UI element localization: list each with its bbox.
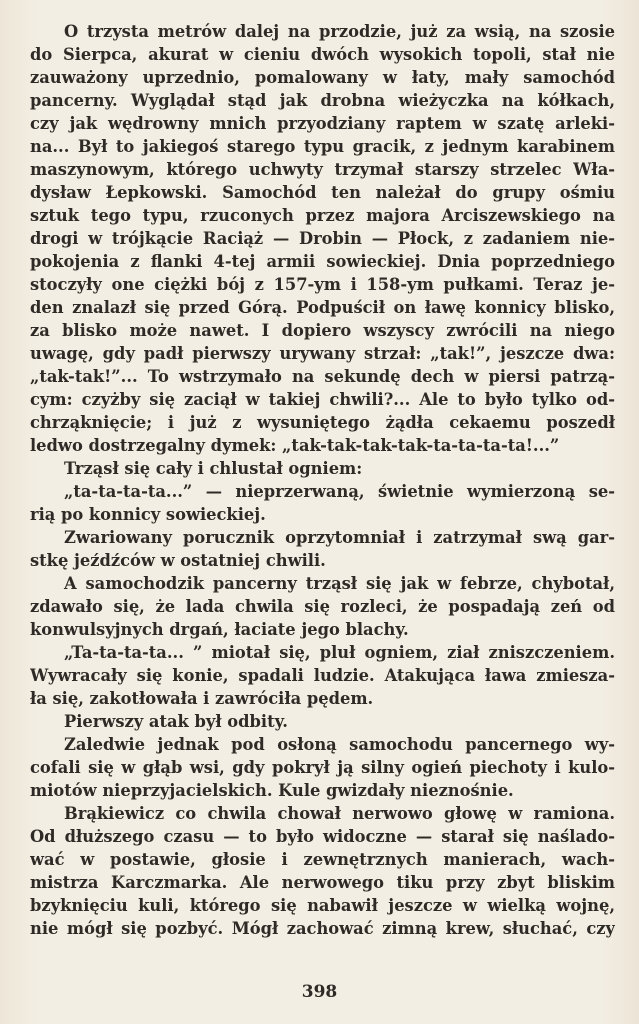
text-line: konwulsyjnych drgań, łaciate jego blachy. bbox=[30, 620, 409, 639]
text-line: cym: czyżby się zaciął w takiej chwili?... Ale to było tylko od- bbox=[30, 390, 615, 409]
text-line: „ta-ta-ta-ta...” — nieprzerwaną, świetnie wymierzoną se- bbox=[64, 482, 615, 501]
text-line: stoczyły one ciężki bój z 157-ym i 158-ym pułkami. Teraz je- bbox=[30, 275, 615, 294]
text-line: dysław Łepkowski. Samochód ten należał do grupy ośmiu bbox=[30, 183, 615, 202]
text-line: mistrza Karczmarka. Ale nerwowego tiku przy zbyt bliskim bbox=[30, 873, 615, 892]
text-line: chrząknięcie; i już z wysuniętego żądła cekaemu poszedł bbox=[30, 413, 615, 432]
text-line: nie mógł się pozbyć. Mógł zachować zimną krew, słuchać, czy bbox=[30, 919, 615, 938]
text-line: Wywracały się konie, spadali ludzie. Atakująca ława zmiesza- bbox=[30, 666, 615, 685]
body-text bbox=[30, 20, 615, 940]
text-line: pancerny. Wyglądał stąd jak drobna wieżyczka na kółkach, bbox=[30, 91, 615, 110]
text-line: „Ta-ta-ta-ta... ” miotał się, pluł ogniem, ział zniszczeniem. bbox=[64, 643, 615, 662]
text-line: Od dłuższego czasu — to było widoczne — starał się naślado- bbox=[30, 827, 615, 846]
text-line: Pierwszy atak był odbity. bbox=[64, 712, 288, 731]
text-line: maszynowym, którego uchwyty trzymał starszy strzelec Wła- bbox=[30, 160, 615, 179]
text-line: den znalazł się przed Górą. Podpuścił on ławę konnicy blisko, bbox=[30, 298, 615, 317]
text-line: Trząsł się cały i chlustał ogniem: bbox=[64, 459, 363, 478]
text-line: pokojenia z flanki 4-tej armii sowieckiej. Dnia poprzedniego bbox=[30, 252, 615, 271]
text-line: zdawało się, że lada chwila się rozleci, że pospadają zeń od bbox=[30, 597, 615, 616]
text-line: „tak-tak!”... To wstrzymało na sekundę dech w piersi patrzą- bbox=[30, 367, 615, 386]
text-line: Zaledwie jednak pod osłoną samochodu pancernego wy- bbox=[64, 735, 615, 754]
text-line: ledwo dostrzegalny dymek: „tak-tak-tak-tak-ta-ta-ta-ta!...” bbox=[30, 436, 560, 455]
text-line: na... Był to jakiegoś starego typu gracik, z jednym karabinem bbox=[30, 137, 615, 156]
text-line: O trzysta metrów dalej na przodzie, już za wsią, na szosie bbox=[64, 22, 615, 41]
text-line: wać w postawie, głosie i zewnętrznych manierach, wach- bbox=[30, 850, 615, 869]
text-line: zauważony uprzednio, pomalowany w łaty, mały samochód bbox=[30, 68, 615, 87]
text-line: stkę jeźdźców w ostatniej chwili. bbox=[30, 551, 326, 570]
text-line: Zwariowany porucznik oprzytomniał i zatrzymał swą gar- bbox=[64, 528, 615, 547]
text-line: bzyknięciu kuli, którego się nabawił jeszcze w wielką wojnę, bbox=[30, 896, 615, 915]
text-line: A samochodzik pancerny trząsł się jak w febrze, chybotał, bbox=[64, 574, 615, 593]
page-number: 398 bbox=[301, 982, 338, 1002]
text-line: rią po konnicy sowieckiej. bbox=[30, 505, 266, 524]
text-line: czy jak wędrowny mnich przyodziany raptem w szatę arlekі- bbox=[30, 114, 615, 133]
text-line: drogi w trójkącie Raciąż — Drobin — Płock, z zadaniem nie- bbox=[30, 229, 615, 248]
text-line: sztuk tego typu, rzuconych przez majora Arciszewskiego na bbox=[30, 206, 615, 225]
text-line: do Sierpca, akurat w cieniu dwóch wysokich topoli, stał nie bbox=[30, 45, 615, 64]
text-line: Brąkiewicz co chwila chował nerwowo głowę w ramiona. bbox=[64, 804, 615, 823]
text-line: za blisko może nawet. I dopiero wszyscy zwrócili na niego bbox=[30, 321, 615, 340]
text-line: uwagę, gdy padł pierwszy urywany strzał: „tak!”, jeszcze dwa: bbox=[30, 344, 615, 363]
text-line: ła się, zakotłowała i zawróciła pędem. bbox=[30, 689, 374, 708]
text-line: cofali się w głąb wsi, gdy pokrył ją silny ogień piechoty i kulo- bbox=[30, 758, 615, 777]
text-line: miotów nieprzyjacielskich. Kule gwizdały nieznośnie. bbox=[30, 781, 514, 800]
